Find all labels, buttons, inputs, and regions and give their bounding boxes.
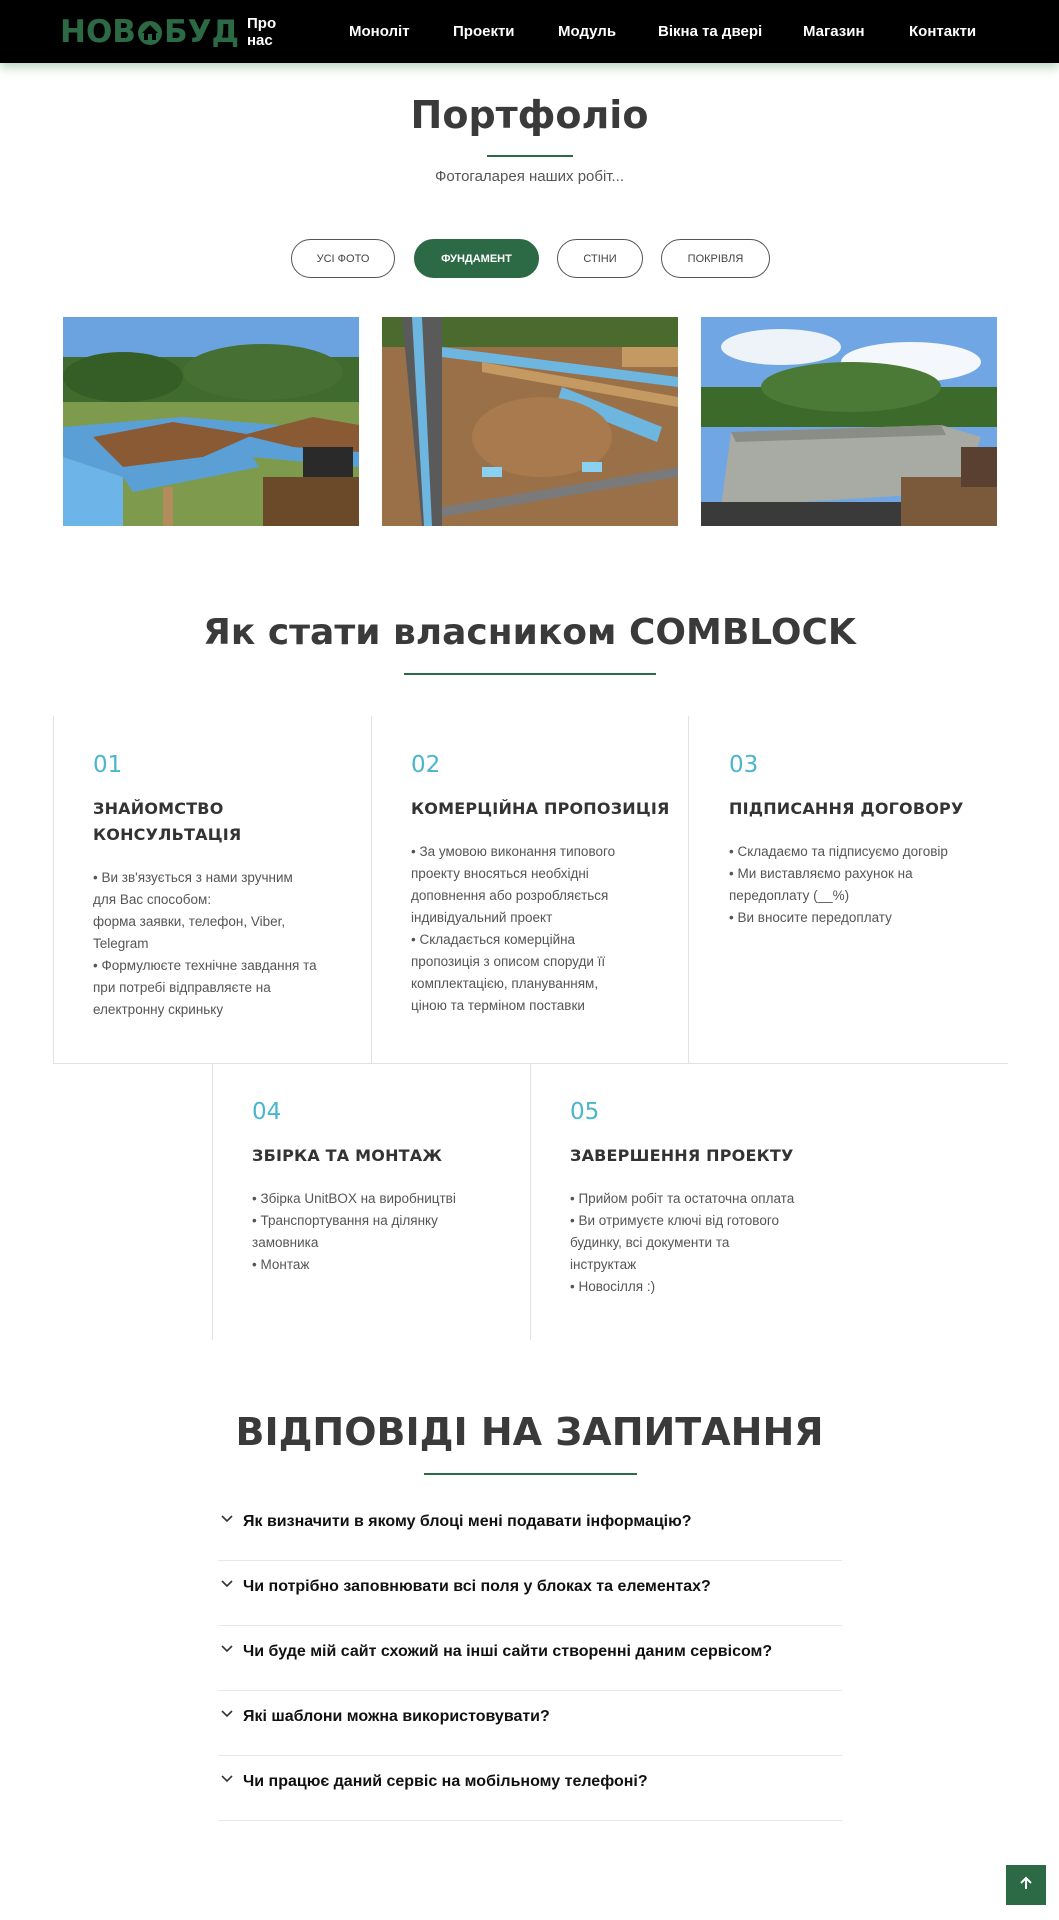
faq-item[interactable] — [218, 1691, 842, 1756]
portfolio-subtitle: Фотогаларея наших робіт... — [434, 168, 625, 185]
step-text: • За умовою виконання типового проекту вносяться необхідні доповнення або розробляється індивідуальний проект • Складається комерційна пропозиція з описом споруди її комплектацією, плануванням, ціною та терміном поставки — [411, 844, 616, 1013]
portfolio-title: Портфоліо — [410, 93, 649, 137]
faq-item[interactable] — [218, 1561, 842, 1626]
step-title: ЗНАЙОМСТВО КОНСУЛЬТАЦІЯ — [93, 799, 242, 844]
chevron-down-icon — [220, 1707, 234, 1721]
step-number: 02 — [411, 752, 441, 778]
grid-divider — [688, 716, 689, 1063]
portfolio-photo-1[interactable] — [63, 317, 359, 526]
step-title: КОМЕРЦІЙНА ПРОПОЗИЦІЯ — [411, 799, 670, 818]
site-header — [0, 0, 1059, 63]
step-title: ЗБІРКА ТА МОНТАЖ — [252, 1146, 443, 1165]
step-number: 04 — [252, 1099, 282, 1125]
steps-title: Як стати власником COMBLOCK — [203, 612, 856, 653]
filter-all-photos[interactable]: УСІ ФОТО — [291, 239, 395, 278]
filter-walls[interactable]: СТІНИ — [557, 239, 643, 278]
nav-item-monolith[interactable]: Моноліт — [349, 23, 410, 40]
nav-item-about[interactable]: Про нас — [247, 14, 277, 49]
grid-divider — [53, 716, 54, 1063]
logo-text-right: БУД — [163, 14, 240, 50]
grid-divider — [530, 1063, 531, 1340]
step-number: 03 — [729, 752, 759, 778]
faq-question: Чи працює даний сервіс на мобільному телефоні? — [243, 1773, 648, 1790]
faq-title: ВІДПОВІДІ НА ЗАПИТАННЯ — [235, 1410, 824, 1454]
faq-question: Чи буде мій сайт схожий на інші сайти створенні даним сервісом? — [243, 1643, 773, 1660]
chevron-down-icon — [220, 1577, 234, 1591]
portfolio-filters — [0, 239, 1059, 278]
grid-divider — [371, 716, 372, 1063]
steps-title-underline — [404, 673, 656, 675]
chevron-down-icon — [220, 1642, 234, 1656]
filter-foundation[interactable]: ФУНДАМЕНТ — [414, 239, 539, 278]
chevron-down-icon — [220, 1772, 234, 1786]
chevron-down-icon — [220, 1512, 234, 1526]
faq-question: Які шаблони можна використовувати? — [243, 1708, 550, 1725]
portfolio-photo-2[interactable] — [382, 317, 678, 526]
step-text: • Ви зв'язується з нами зручним для Вас способом: форма заявки, телефон, Viber, Telegram • Формулюєте технічне завдання та при потребі відправляєте на електронну скриньку — [93, 870, 317, 1017]
house-icon — [137, 18, 163, 46]
step-text: • Прийом робіт та остаточна оплата • Ви отримуєте ключі від готового будинку, всі документи та інструктаж • Новосілля :) — [570, 1191, 795, 1294]
nav-item-contacts[interactable]: Контакти — [909, 23, 977, 40]
nav-item-projects[interactable]: Проекти — [453, 23, 515, 40]
step-number: 01 — [93, 752, 123, 778]
portfolio-photo-3[interactable] — [701, 317, 997, 526]
faq-question: Як визначити в якому блоці мені подавати інформацію? — [243, 1513, 692, 1530]
portfolio-title-underline — [487, 155, 573, 157]
nav-item-windows-doors[interactable]: Вікна та двері — [658, 23, 763, 40]
faq-item[interactable] — [218, 1626, 842, 1691]
faq-question: Чи потрібно заповнювати всі поля у блоках та елементах? — [243, 1578, 711, 1595]
step-title: ПІДПИСАННЯ ДОГОВОРУ — [729, 799, 964, 818]
logo[interactable] — [60, 14, 240, 50]
logo-text-left: НОВ — [60, 14, 136, 50]
nav-item-shop[interactable]: Магазин — [803, 23, 865, 40]
nav-item-module[interactable]: Модуль — [558, 23, 617, 40]
step-text: • Складаємо та підписуємо договір • Ми виставляємо рахунок на передоплату (__%) • Ви вносите передоплату — [729, 844, 948, 925]
scroll-top-button[interactable] — [1006, 1865, 1046, 1905]
grid-divider — [212, 1063, 213, 1340]
step-text: • Збірка UnitBOX на виробництві • Транспортування на ділянку замовника • Монтаж — [252, 1191, 456, 1272]
step-number: 05 — [570, 1099, 600, 1125]
faq-item[interactable] — [218, 1496, 842, 1561]
filter-roof[interactable]: ПОКРІВЛЯ — [661, 239, 770, 278]
arrow-up-icon — [1018, 1875, 1034, 1896]
step-title: ЗАВЕРШЕННЯ ПРОЕКТУ — [570, 1146, 794, 1165]
faq-title-underline — [424, 1473, 637, 1475]
faq-item[interactable] — [218, 1756, 842, 1821]
